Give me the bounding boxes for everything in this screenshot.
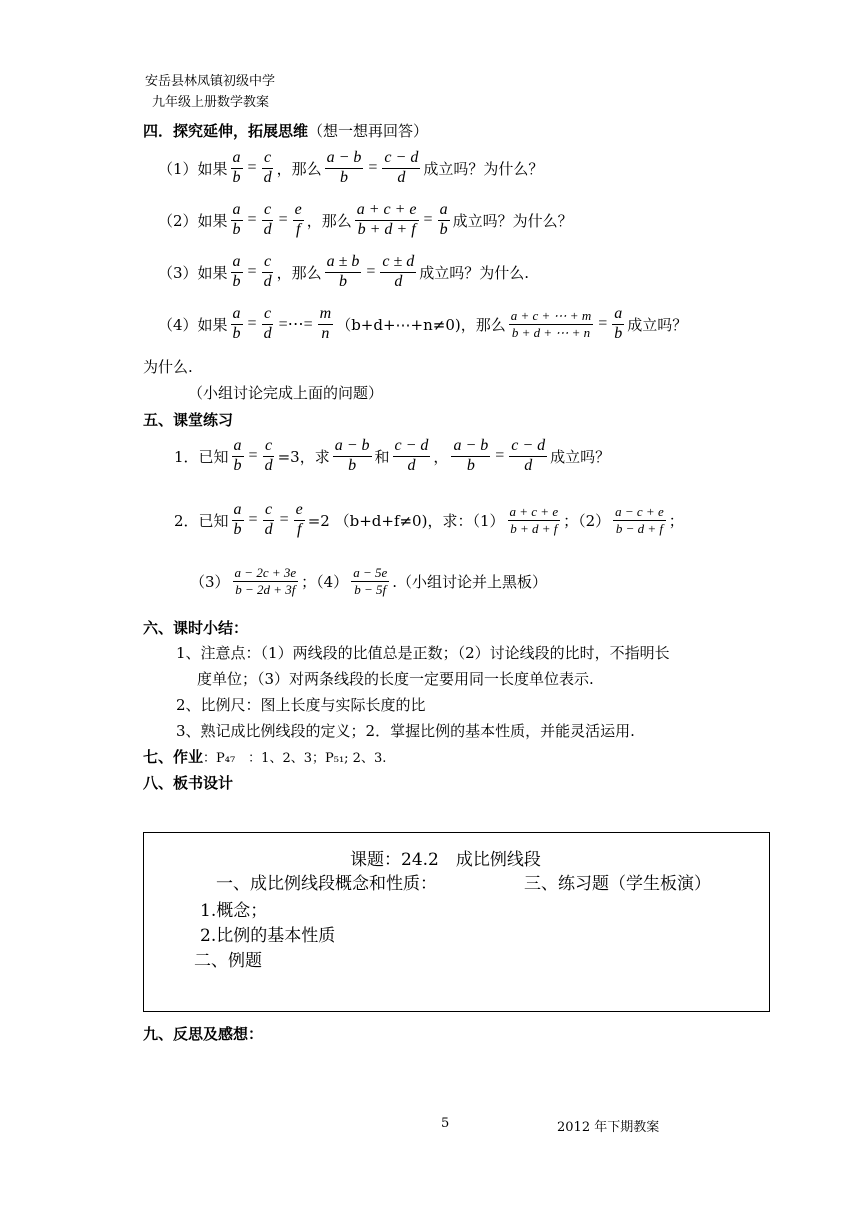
exercise-1: 1．已知 $\frac{a}{b}$ = $\frac{c}{d}$ =3，求 $\frac{a - b}{b}$ 和 $\frac{c - d}{d}$ ， $\frac{a - b}{b}$ = $\frac{c - d}{d}$ 成立吗？: [174, 437, 611, 474]
summary-line-1: 1、注意点：（1）两线段的比值总是正数；（2）讨论线段的比时，不指明长: [176, 644, 670, 662]
section-9-title: 九、反思及感想：: [143, 1025, 264, 1043]
school-name: 安岳县林凤镇初级中学: [145, 74, 276, 89]
board-item-concept: 1.概念；: [200, 901, 268, 921]
course-name: 九年级上册数学教案: [152, 95, 270, 110]
section-5-title: 五、课堂练习: [143, 411, 234, 429]
board-item-examples: 二、例题: [194, 951, 262, 971]
question-3: （3）如果 $\frac{a}{b}$ = $\frac{c}{d}$ ，那么 $\frac{a \pm b}{b}$ = $\frac{c \pm d}{d}$ 成立吗？为什么.: [158, 253, 530, 290]
group-discussion-note: （小组讨论完成上面的问题）: [188, 384, 384, 402]
board-right-title: 三、练习题（学生板演）: [524, 874, 711, 894]
section-6-title: 六、课时小结：: [143, 619, 249, 637]
section-4-title: 四．探究延伸，拓展思维（想一想再回答）: [143, 122, 429, 140]
summary-line-4: 3、熟记成比例线段的定义；2．掌握比例的基本性质，并能灵活运用.: [176, 722, 635, 740]
question-1: （1）如果 $\frac{a}{b}$ = $\frac{c}{d}$ ，那么 $\frac{a - b}{b}$ = $\frac{c - d}{d}$ 成立吗？为什么？: [158, 149, 544, 186]
board-left-title: 一、成比例线段概念和性质：: [216, 874, 437, 894]
question-4: （4）如果 $\frac{a}{b}$ = $\frac{c}{d}$ =⋯= $\frac{m}{n}$ （b+d+⋯+n≠0)，那么 $\frac{a + c + \cdots + m}{b + d + \cdots + n}$ = $\frac{a}{b}$ 成立吗？: [158, 305, 688, 342]
board-topic: 课题：24.2 成比例线段: [350, 850, 541, 870]
section-7: 七、作业：P₄₇ ：1、2、3；P₅₁; 2、3.: [143, 748, 387, 766]
summary-line-2: 度单位；（3）对两条线段的长度一定要用同一长度单位表示.: [197, 670, 594, 688]
summary-line-3: 2、比例尺：图上长度与实际长度的比: [176, 696, 426, 714]
board-item-property: 2.比例的基本性质: [200, 926, 336, 946]
question-4-continued: 为什么.: [143, 358, 193, 376]
section-8-title: 八、板书设计: [143, 774, 234, 792]
blackboard-design-box: [143, 832, 770, 1012]
page-number: 5: [441, 1116, 450, 1131]
exercise-2-continued: （3） $\frac{a - 2c + 3e}{b - 2d + 3f}$ ；（4） $\frac{a - 5e}{b - 5f}$ .（小组讨论并上黑板）: [190, 565, 548, 597]
exercise-2: 2．已知 $\frac{a}{b}$ = $\frac{c}{d}$ = $\frac{e}{f}$ =2 （b+d+f≠0)，求：（1） $\frac{a + c + e}{b + d + f}$ ；（2） $\frac{a - c + e}{b - d + f}$ ；: [174, 501, 684, 538]
question-2: （2）如果 $\frac{a}{b}$ = $\frac{c}{d}$ = $\frac{e}{f}$ ，那么 $\frac{a + c + e}{b + d + f}$ = $\frac{a}{b}$ 成立吗？为什么？: [158, 201, 573, 238]
footer-term: 2012 年下期教案: [557, 1120, 660, 1135]
